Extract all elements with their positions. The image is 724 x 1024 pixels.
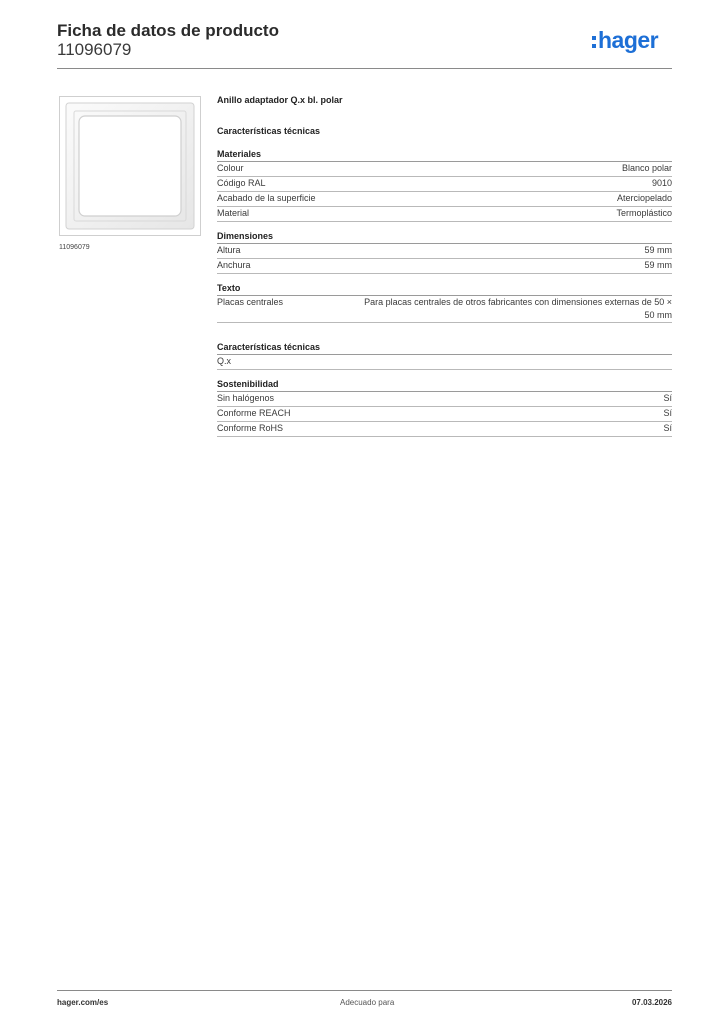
row-label: Sin halógenos (217, 393, 275, 403)
product-name: Anillo adaptador Q.x bl. polar (217, 95, 343, 105)
header-divider (57, 68, 672, 69)
page-title: Ficha de datos de producto (57, 21, 279, 40)
row-value: Blanco polar (621, 163, 672, 173)
row-value: Sí (663, 393, 672, 403)
spec-panel (217, 93, 672, 437)
table-row (217, 207, 672, 222)
table-row (217, 296, 672, 323)
row-label: Conforme REACH (217, 408, 291, 418)
table-row (217, 355, 672, 370)
footer-note: Adecuado para (340, 998, 395, 1007)
row-label: Placas centrales (217, 297, 284, 307)
section-dimensiones (217, 230, 672, 274)
row-label: Q.x (217, 356, 232, 366)
section-title: Dimensiones (217, 230, 672, 244)
row-label: Acabado de la superficie (217, 193, 316, 203)
row-value: Sí (663, 408, 672, 418)
table-row (217, 192, 672, 207)
section-sostenibilidad (217, 378, 672, 437)
footer-divider (57, 990, 672, 991)
table-row (217, 177, 672, 192)
row-value: Sí (663, 423, 672, 433)
footer-website-link[interactable]: hager.com/es (57, 998, 109, 1007)
row-value: Aterciopelado (616, 193, 672, 203)
row-label: Conforme RoHS (217, 423, 284, 433)
section-heading: Características técnicas (217, 126, 321, 136)
row-value: Para placas centrales de otros fabricantes con dimensiones externas de 50 × 50 mm (364, 297, 672, 320)
row-label: Material (217, 208, 250, 218)
table-row (217, 422, 672, 437)
hager-logo (592, 27, 674, 57)
footer-date: 07.03.2026 (631, 998, 672, 1007)
section-materiales (217, 148, 672, 222)
row-value: 59 mm (644, 245, 672, 255)
row-label: Anchura (217, 260, 251, 270)
table-row (217, 259, 672, 274)
row-value: Termoplástico (616, 208, 672, 218)
adapter-ring-image (60, 97, 200, 235)
table-row (217, 244, 672, 259)
table-row (217, 407, 672, 422)
section-texto (217, 282, 672, 323)
hager-logo-icon (592, 27, 674, 57)
image-caption: 11096079 (59, 244, 90, 251)
table-row (217, 162, 672, 177)
section-caracteristicas (217, 341, 672, 370)
product-code: 11096079 (57, 40, 132, 59)
row-label: Altura (217, 245, 241, 255)
section-title: Texto (217, 282, 672, 296)
row-label: Código RAL (217, 178, 266, 188)
row-value: 9010 (651, 178, 672, 188)
product-image (59, 96, 201, 236)
row-value: 59 mm (644, 260, 672, 270)
svg-text:hager: hager (598, 27, 659, 53)
section-title: Materiales (217, 148, 672, 162)
row-label: Colour (217, 163, 244, 173)
section-title: Características técnicas (217, 341, 672, 355)
section-title: Sostenibilidad (217, 378, 672, 392)
table-row (217, 392, 672, 407)
